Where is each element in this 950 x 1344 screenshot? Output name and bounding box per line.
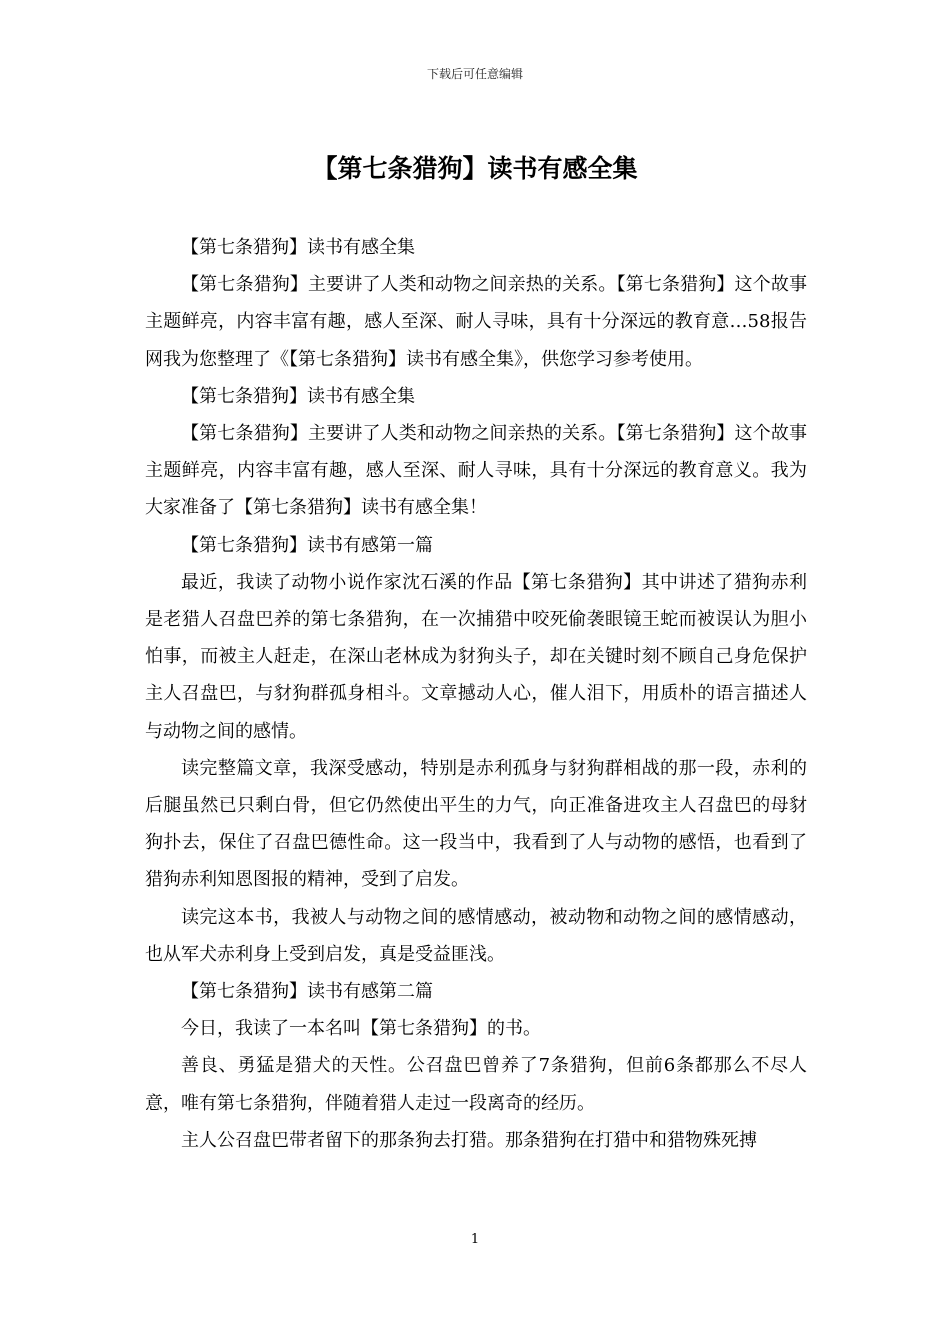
paragraph: 最近，我读了动物小说作家沈石溪的作品【第七条猎狗】其中讲述了猎狗赤利是老猎人召盘巴养的第七条猎狗，在一次捕猎中咬死偷袭眼镜王蛇而被误认为胆小怕事，而被主人赶走，在深山老林成为豺狗头子，却在关键时刻不顾自己身危保护主人召盘巴，与豺狗群孤身相斗。文章撼动人心，催人泪下，用质朴的语言描述人与动物之间的感情。 [145, 571, 807, 742]
paragraph: 【第七条猎狗】主要讲了人类和动物之间亲热的关系。【第七条猎狗】这个故事主题鲜亮，内容丰富有趣，感人至深、耐人寻味，具有十分深远的教育意…58报告网我为您整理了《【第七条猎狗】读书有感全集》，供您学习参考使用。 [145, 274, 807, 370]
paragraph: 今日，我读了一本名叫【第七条猎狗】的书。 [181, 1018, 541, 1040]
paragraph: 【第七条猎狗】读书有感第二篇 [181, 981, 433, 1003]
paragraph: 主人公召盘巴带者留下的那条狗去打猎。那条猎狗在打猎中和猎物殊死搏 [181, 1129, 757, 1151]
paragraph: 读完这本书，我被人与动物之间的感情感动，被动物和动物之间的感情感动，也从军犬赤利身上受到启发，真是受益匪浅。 [145, 906, 807, 965]
document-body [145, 229, 807, 1159]
paragraph: 【第七条猎狗】读书有感全集 [181, 237, 415, 258]
paragraph: 【第七条猎狗】读书有感全集 [181, 385, 415, 407]
page-header-note: 下载后可任意编辑 [426, 67, 523, 81]
document-title: 【第七条猎狗】读书有感全集 [312, 154, 638, 183]
paragraph: 善良、勇猛是猎犬的天性。公召盘巴曾养了7条猎狗，但前6条都那么不尽人意，唯有第七条猎狗，伴随着猎人走过一段离奇的经历。 [145, 1055, 807, 1114]
paragraph: 【第七条猎狗】主要讲了人类和动物之间亲热的关系。【第七条猎狗】这个故事主题鲜亮，内容丰富有趣，感人至深、耐人寻味，具有十分深远的教育意义。我为大家准备了【第七条猎狗】读书有感全集！ [145, 423, 807, 519]
paragraph: 【第七条猎狗】读书有感第一篇 [181, 534, 433, 556]
page-number: 1 [470, 1232, 480, 1247]
paragraph: 读完整篇文章，我深受感动，特别是赤利孤身与豺狗群相战的那一段，赤利的后腿虽然已只剩白骨，但它仍然使出平生的力气，向正准备进攻主人召盘巴的母豺狗扑去，保住了召盘巴德性命。这一段当中，我看到了人与动物的感悟，也看到了猎狗赤利知恩图报的精神，受到了启发。 [145, 757, 807, 891]
